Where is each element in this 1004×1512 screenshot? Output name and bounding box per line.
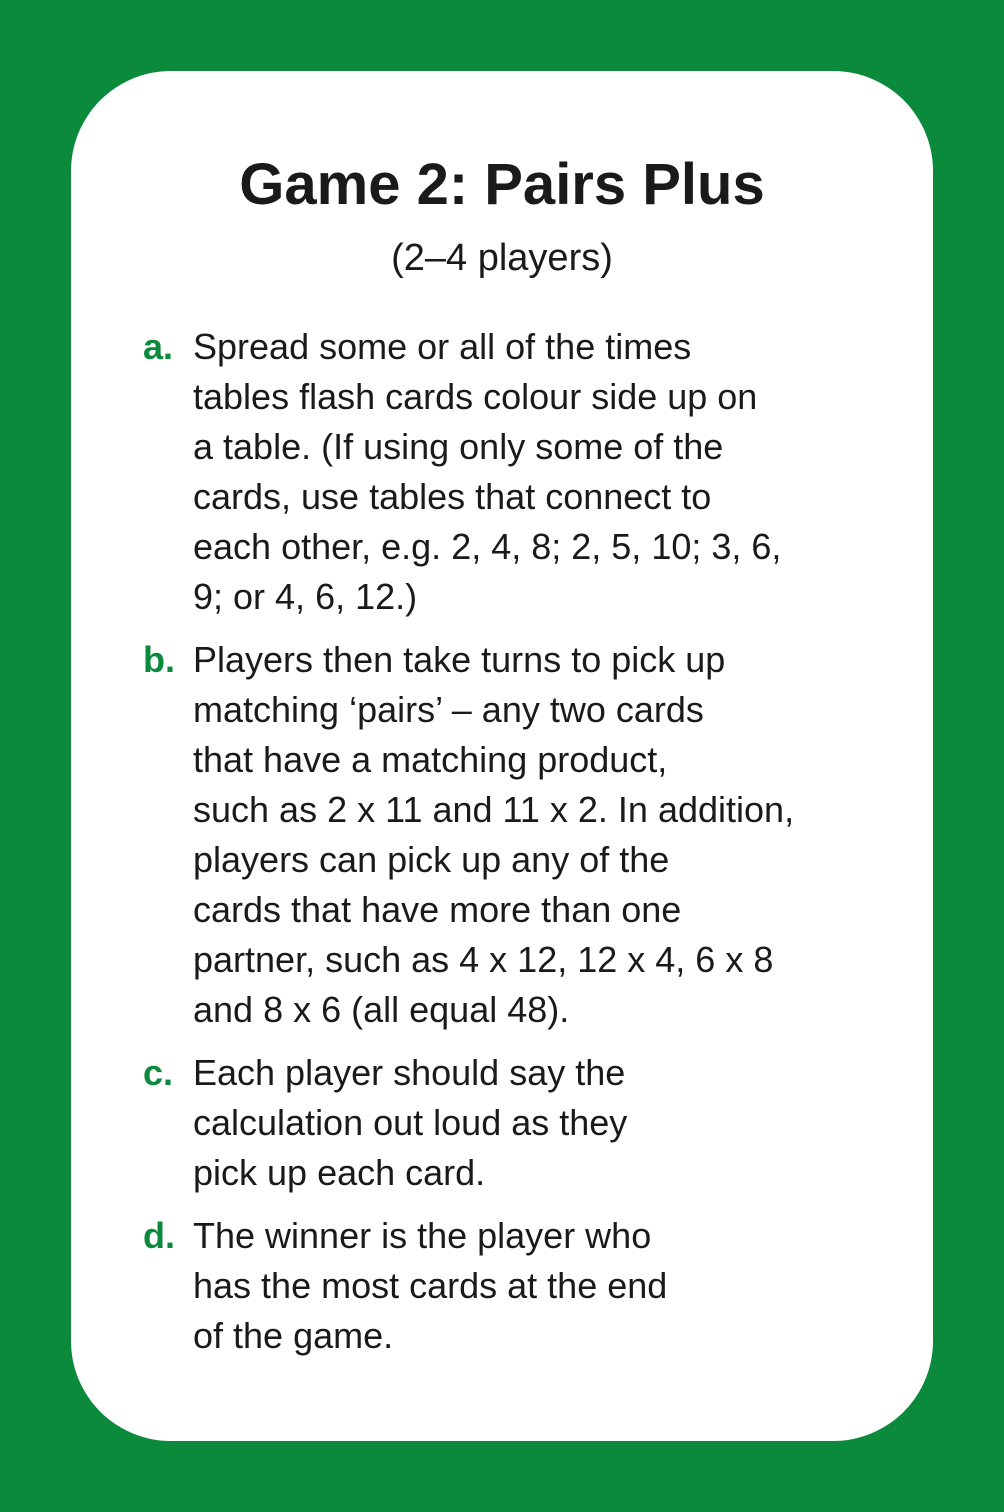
step-line: of the game.: [193, 1315, 394, 1356]
step-line: 9; or 4, 6, 12.): [193, 576, 418, 617]
step-line: matching ‘pairs’ – any two cards: [193, 689, 704, 730]
step-line: a table. (If using only some of the: [193, 426, 724, 467]
player-count: (2–4 players): [391, 237, 613, 279]
step-line: partner, such as 4 x 12, 12 x 4, 6 x 8: [193, 939, 774, 980]
step-line: and 8 x 6 (all equal 48).: [193, 989, 570, 1030]
step-letter: d.: [143, 1215, 175, 1256]
step-line: cards, use tables that connect to: [193, 476, 712, 517]
step-letter: b.: [143, 639, 175, 680]
step-line: such as 2 x 11 and 11 x 2. In addition,: [193, 789, 795, 830]
step-line: Spread some or all of the times: [193, 326, 692, 367]
step-item: [143, 635, 883, 1035]
step-letter: c.: [143, 1052, 174, 1093]
step-line: players can pick up any of the: [193, 839, 670, 880]
step-line: that have a matching product,: [193, 739, 668, 780]
step-item: [143, 322, 883, 622]
step-line: pick up each card.: [193, 1152, 486, 1193]
step-item: [143, 1048, 883, 1198]
game-title: Game 2: Pairs Plus: [239, 152, 765, 217]
step-line: Players then take turns to pick up: [193, 639, 726, 680]
step-line: calculation out loud as they: [193, 1102, 628, 1143]
step-line: each other, e.g. 2, 4, 8; 2, 5, 10; 3, 6,: [193, 526, 782, 567]
step-letter: a.: [143, 326, 174, 367]
step-line: Each player should say the: [193, 1052, 626, 1093]
step-line: has the most cards at the end: [193, 1265, 668, 1306]
steps-list: [143, 322, 883, 1374]
step-line: The winner is the player who: [193, 1215, 652, 1256]
step-line: tables flash cards colour side up on: [193, 376, 758, 417]
step-item: [143, 1211, 883, 1361]
step-line: cards that have more than one: [193, 889, 682, 930]
